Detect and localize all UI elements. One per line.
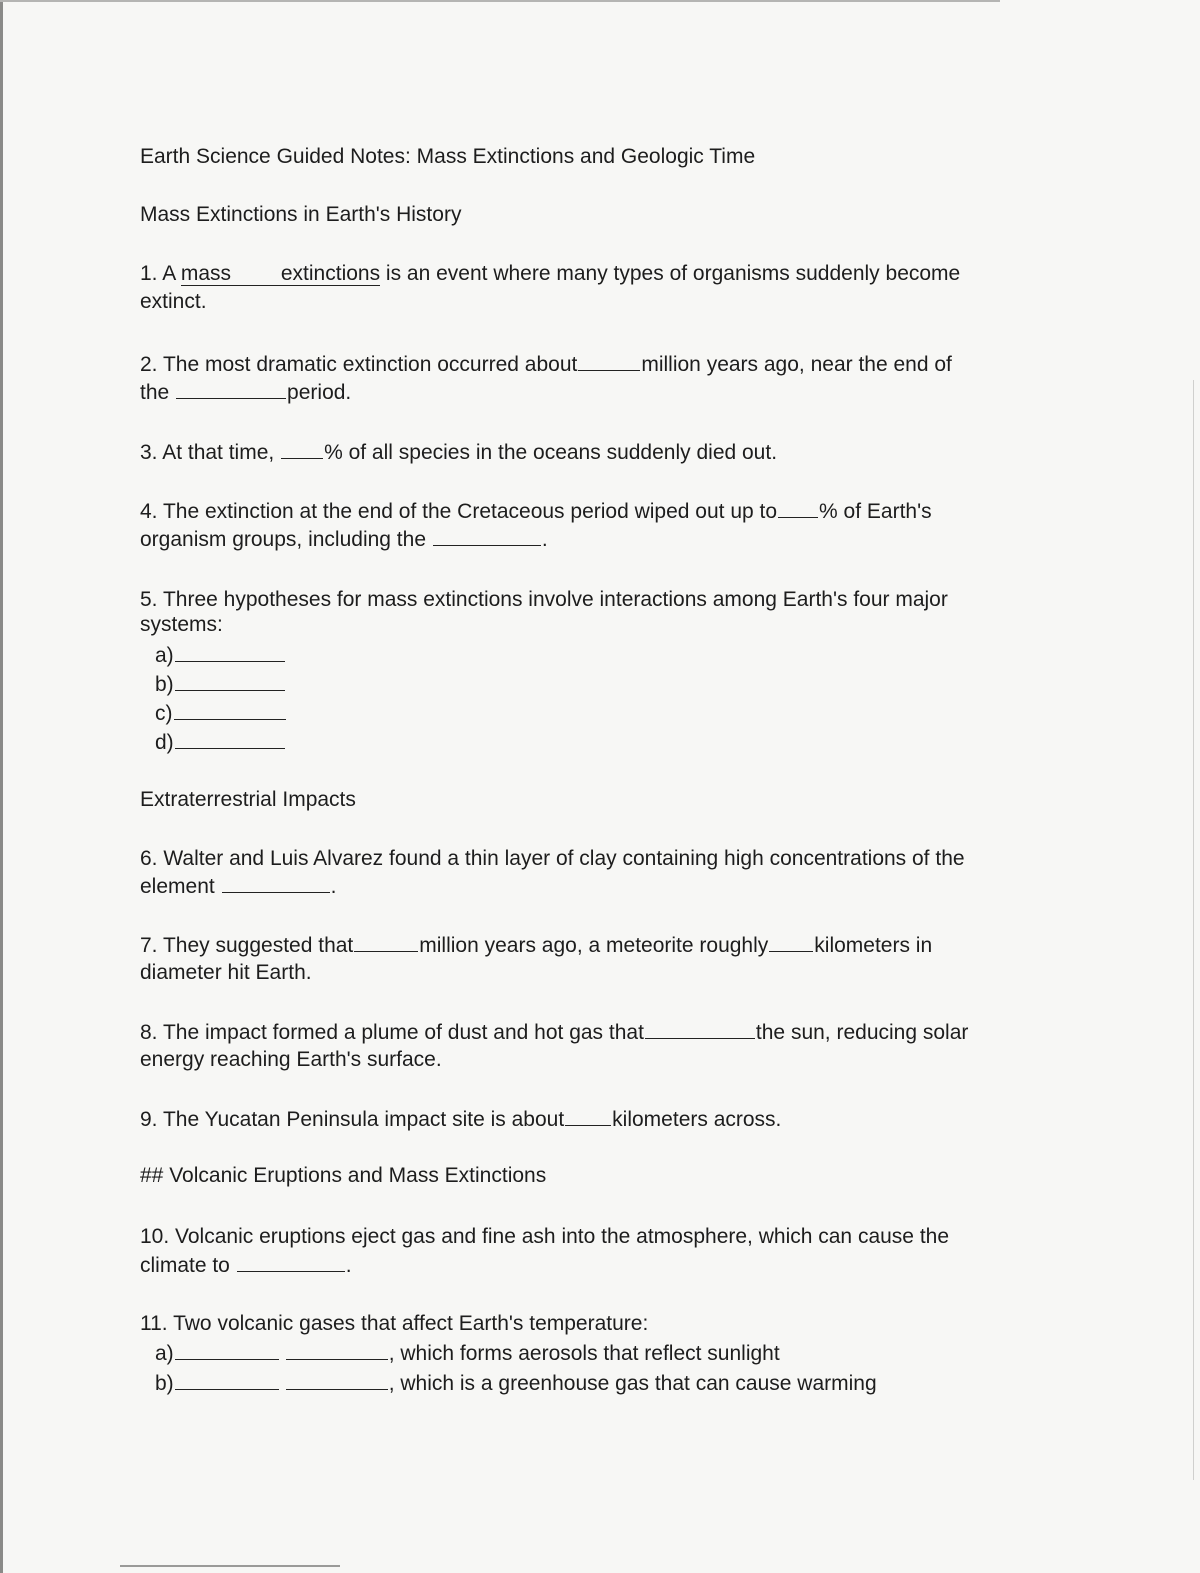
answer-blank-11b-1[interactable]: [175, 1369, 279, 1390]
answer-blank-4a[interactable]: [778, 497, 818, 518]
answer-blank-5a[interactable]: [175, 641, 285, 662]
answer-blank-5b[interactable]: [175, 670, 285, 691]
section-heading-impacts: Extraterrestrial Impacts: [140, 788, 356, 811]
question-8-line-1: 8. The impact formed a plume of dust and hot gas that the sun, reducing solar: [140, 1018, 968, 1047]
question-7-line-1: 7. They suggested that million years ago, a meteorite roughly kilometers in: [140, 931, 932, 960]
scan-edge-bottom: [120, 1565, 340, 1567]
question-5-option-b: b): [155, 670, 286, 699]
answer-blank-11b-2[interactable]: [286, 1369, 388, 1390]
question-4-line-2: organism groups, including the .: [140, 525, 548, 554]
question-1-line-1: 1. A mass extinctions is an event where many types of organisms suddenly become: [140, 262, 961, 285]
question-9: 9. The Yucatan Peninsula impact site is about kilometers across.: [140, 1105, 781, 1134]
question-2-line-1: 2. The most dramatic extinction occurred about million years ago, near the end of: [140, 350, 952, 379]
answer-blank-7a[interactable]: [354, 931, 418, 952]
question-10-line-1: 10. Volcanic eruptions eject gas and fine ash into the atmosphere, which can cause the: [140, 1225, 950, 1248]
answer-blank-1a[interactable]: mass: [181, 263, 281, 286]
scan-edge-left: [0, 0, 3, 1573]
question-5-option-c: c): [155, 699, 287, 728]
scan-edge-top: [0, 0, 1000, 2]
answer-blank-8[interactable]: [645, 1018, 755, 1039]
question-5-option-d: d): [155, 728, 286, 757]
question-11-option-a: a) , which forms aerosols that reflect sunlight: [155, 1339, 780, 1368]
question-2-line-2: the period.: [140, 378, 351, 407]
question-11-option-b: b) , which is a greenhouse gas that can cause warming: [155, 1369, 877, 1398]
answer-blank-11a-2[interactable]: [286, 1339, 388, 1360]
answer-blank-3[interactable]: [281, 438, 323, 459]
question-3: 3. At that time, % of all species in the oceans suddenly died out.: [140, 438, 777, 467]
question-7-line-2: diameter hit Earth.: [140, 961, 312, 984]
question-6-line-1: 6. Walter and Luis Alvarez found a thin layer of clay containing high concentrations of the: [140, 847, 965, 870]
answer-blank-2a[interactable]: [578, 350, 640, 371]
page-title: Earth Science Guided Notes: Mass Extinctions and Geologic Time: [140, 145, 756, 168]
answer-blank-10[interactable]: [237, 1251, 345, 1272]
scan-edge-right: [1193, 380, 1194, 1480]
answer-blank-5d[interactable]: [175, 728, 285, 749]
section-heading-volcanic: ## Volcanic Eruptions and Mass Extinctions: [140, 1164, 547, 1187]
question-1-line-2: extinct.: [140, 290, 207, 313]
answer-blank-11a-1[interactable]: [175, 1339, 279, 1360]
question-4-line-1: 4. The extinction at the end of the Cretaceous period wiped out up to % of Earth's: [140, 497, 932, 526]
question-11: 11. Two volcanic gases that affect Earth's temperature:: [140, 1312, 649, 1335]
question-8-line-2: energy reaching Earth's surface.: [140, 1048, 442, 1071]
answer-blank-7b[interactable]: [769, 931, 813, 952]
answer-blank-5c[interactable]: [174, 699, 286, 720]
question-5-line-2: systems:: [140, 613, 223, 636]
answer-blank-2b[interactable]: [176, 378, 286, 399]
question-6-line-2: element .: [140, 872, 336, 901]
question-5-option-a: a): [155, 641, 286, 670]
question-5-line-1: 5. Three hypotheses for mass extinctions involve interactions among Earth's four major: [140, 588, 948, 611]
section-heading-mass-extinctions: Mass Extinctions in Earth's History: [140, 203, 462, 226]
question-10-line-2: climate to .: [140, 1251, 352, 1280]
answer-blank-4b[interactable]: [433, 525, 541, 546]
answer-blank-9[interactable]: [565, 1105, 611, 1126]
answer-blank-1b[interactable]: extinctions: [280, 262, 381, 285]
answer-blank-6[interactable]: [222, 872, 330, 893]
